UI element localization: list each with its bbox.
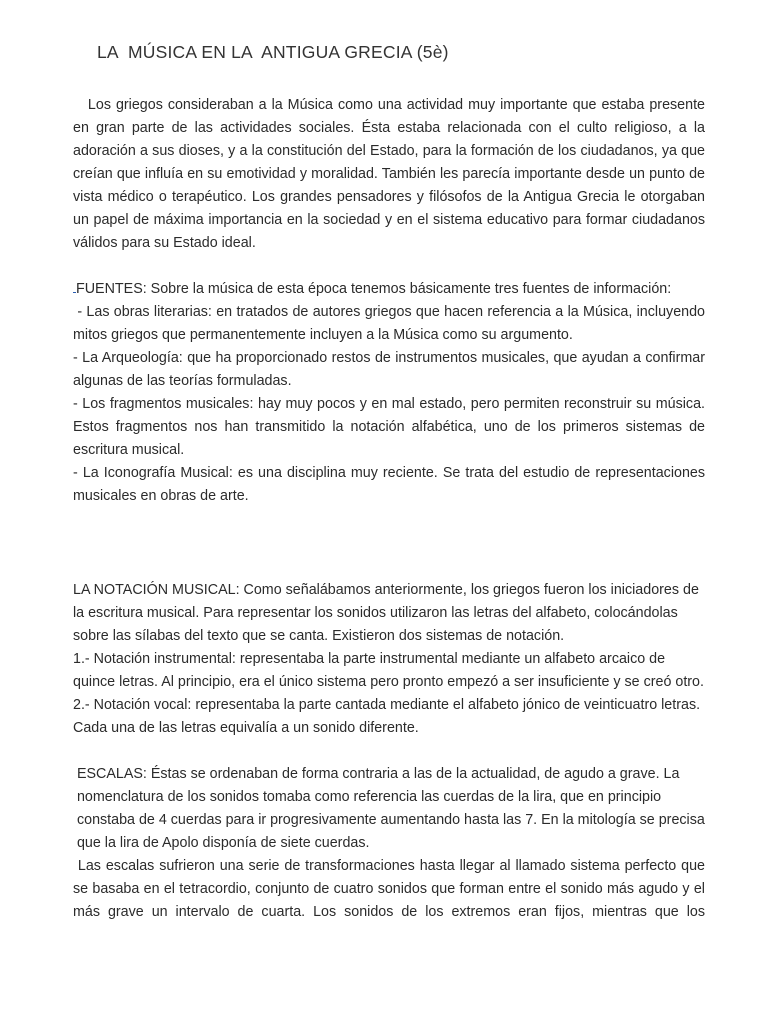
escalas-section: [73, 763, 705, 924]
text-line: - La Iconografía Musical: es una disciplina muy reciente. Se trata del estudio de representaciones: [73, 465, 705, 481]
text-line: 1.- Notación instrumental: representaba la parte instrumental mediante un alfabeto arcaico de: [73, 651, 666, 667]
text-line: - Las obras literarias: en tratados de autores griegos que hacen referencia a la Música, incluyendo: [73, 304, 705, 320]
text-line: sobre las sílabas del texto que se canta. Existieron dos sistemas de notación.: [73, 628, 565, 644]
text-line: adoración a sus dioses, y a la constitución del Estado, para la formación de los ciudadanos, ya que: [73, 143, 705, 159]
text-line: algunas de las teorías formuladas.: [73, 373, 292, 389]
fuentes-heading: [73, 278, 705, 301]
text-line: mitos griegos que permanentemente incluyen a la Música como su argumento.: [73, 327, 573, 343]
text-line: Los griegos consideraban a la Música como una actividad muy importante que estaba presente: [73, 97, 705, 113]
text-line: más grave un intervalo de cuarta. Los sonidos de los extremos eran fijos, mientras que los: [73, 904, 705, 920]
text-line: 2.- Notación vocal: representaba la parte cantada mediante el alfabeto jónico de veinticuatro letras.: [73, 697, 701, 713]
text-line: quince letras. Al principio, era el único sistema pero pronto empezó a ser insuficiente y se creó otro.: [73, 674, 704, 690]
text-line: vista médico o terapéutico. Los grandes pensadores y filósofos de la Antigua Grecia le otorgaban: [73, 189, 705, 205]
text-line: se basaba en el tetracordio, conjunto de cuatro sonidos que forman entre el sonido más agudo y el: [73, 881, 705, 897]
text-line: nomenclatura de los sonidos tomaba como referencia las cuerdas de la lira, que en principio: [73, 789, 662, 805]
text-line: en gran parte de las actividades sociales. Ésta estaba relacionada con el culto religioso, a la: [73, 120, 705, 136]
text-line: - Los fragmentos musicales: hay muy pocos y en mal estado, pero permiten reconstruir su música.: [73, 396, 705, 412]
text-line: - La Arqueología: que ha proporcionado restos de instrumentos musicales, que ayudan a confirmar: [73, 350, 705, 366]
text-line: Estos fragmentos nos han transmitido la notación alfabética, uno de los primeros sistemas de: [73, 419, 705, 435]
text-line: que la lira de Apolo disponía de siete cuerdas.: [73, 835, 370, 851]
text-line: musicales en obras de arte.: [73, 488, 249, 504]
document-title: LA MÚSICA EN LA ANTIGUA GRECIA (5è): [97, 42, 449, 62]
text-line: creían que influía en su emotividad y moralidad. También les parecía importante desde un punto de: [73, 166, 705, 182]
text-line: constaba de 4 cuerdas para ir progresivamente aumentando hasta las 7. En la mitología se precisa: [73, 812, 705, 828]
intro-paragraph: [73, 94, 705, 255]
text-line: ESCALAS: Éstas se ordenaban de forma contraria a las de la actualidad, de agudo a grave. La: [73, 766, 680, 782]
text-line: un papel de máxima importancia en la sociedad y en el sistema educativo para formar ciudadanos: [73, 212, 705, 228]
fuentes-heading-text: FUENTES: Sobre la música de esta época tenemos básicamente tres fuentes de información:: [76, 281, 672, 297]
text-line: escritura musical.: [73, 442, 185, 458]
text-line: Las escalas sufrieron una serie de transformaciones hasta llegar al llamado sistema perfecto que: [73, 858, 705, 874]
text-line: la escritura musical. Para representar los sonidos utilizaron las letras del alfabeto, colocándolas: [73, 605, 678, 621]
text-line: válidos para su Estado ideal.: [73, 235, 256, 251]
text-line: LA NOTACIÓN MUSICAL: Como señalábamos anteriormente, los griegos fueron los iniciadores de: [73, 582, 699, 598]
notacion-section: [73, 579, 705, 740]
text-line: Cada una de las letras equivalía a un sonido diferente.: [73, 720, 419, 736]
fuentes-section: [73, 278, 705, 508]
